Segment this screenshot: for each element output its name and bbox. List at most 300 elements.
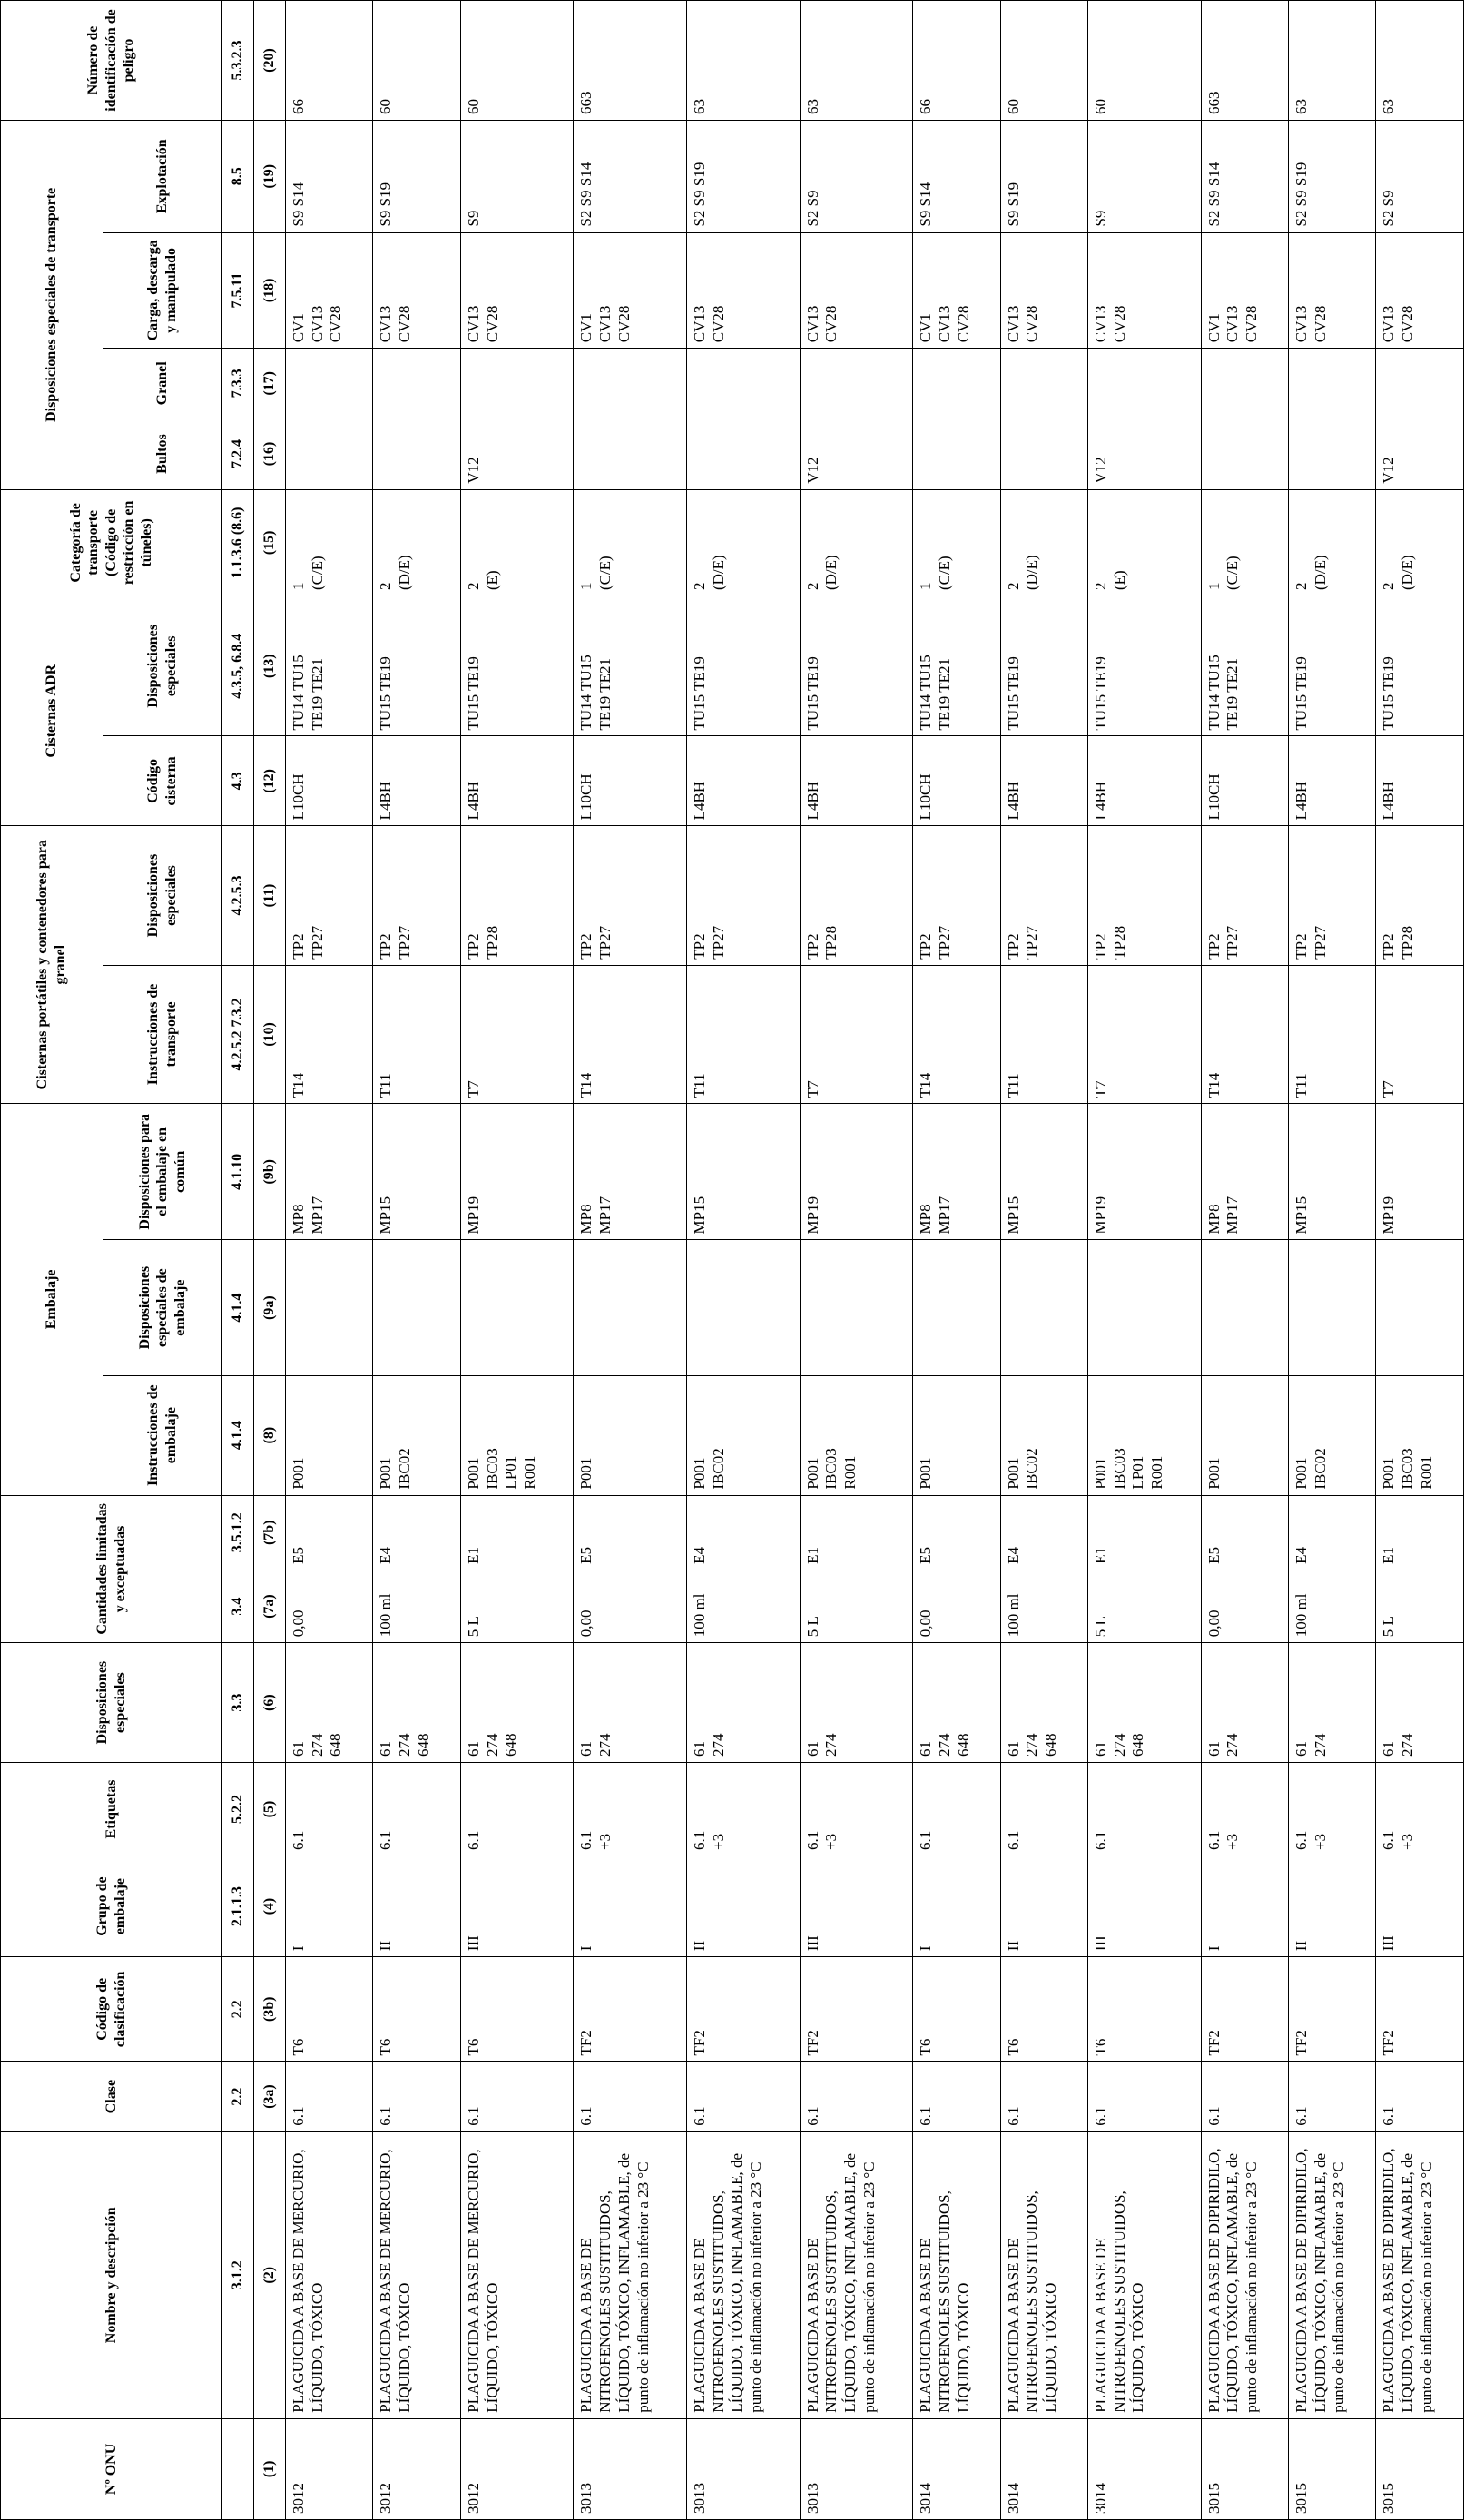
loading-cell-line: CV13 xyxy=(935,305,953,343)
labels-cell-line: 6.1 xyxy=(1092,1830,1109,1850)
loading-cell-line: CV1 xyxy=(577,313,595,343)
transport-category-cell-line: (D/E) xyxy=(1399,555,1417,591)
special-provisions-cell-line: 648 xyxy=(954,1733,972,1757)
special-provisions-cell-line: 648 xyxy=(502,1733,520,1757)
name-cell: PLAGUICIDA A BASE DE NITROFENOLES SUSTITUIDOS, LÍQUIDO, TÓXICO, INFLAMABLE, de punto de inflamación no inferior a 23 °C xyxy=(574,2131,687,2418)
packing-group-cell: II xyxy=(1000,1856,1087,1956)
portable-special-cell-line: TP2 xyxy=(464,933,482,960)
portable-special-cell-line: TP27 xyxy=(596,925,614,960)
mixed-packing-cell xyxy=(574,1104,687,1240)
loading-cell-line: CV28 xyxy=(709,305,727,343)
packing-group-cell: II xyxy=(687,1856,801,1956)
name-cell: PLAGUICIDA A BASE DE NITROFENOLES SUSTITUIDOS, LÍQUIDO, TÓXICO, INFLAMABLE, de punto de inflamación no inferior a 23 °C xyxy=(800,2131,913,2418)
limited-quantity-cell: 100 ml xyxy=(1289,1570,1376,1642)
packing-group-cell: III xyxy=(460,1856,574,1956)
special-provisions-cell-line: 61 xyxy=(917,1741,935,1757)
tank-instructions-cell xyxy=(1289,965,1376,1103)
labels-cell-line: 6.1 xyxy=(377,1830,395,1850)
tank-instructions-cell-line: T14 xyxy=(290,1072,307,1098)
special-packing-cell xyxy=(1289,1240,1376,1375)
transport-category-cell-line: 1 xyxy=(290,582,307,591)
mixed-packing-cell-line: MP15 xyxy=(1292,1196,1310,1235)
portable-special-cell-line: TP27 xyxy=(308,925,326,960)
packing-instructions-cell-line: P001 xyxy=(1292,1457,1310,1490)
loading-cell-line: CV13 xyxy=(1380,305,1398,343)
operation-cell: S2 S9 xyxy=(1376,120,1464,232)
tank-instructions-cell xyxy=(574,965,687,1103)
special-provisions-cell xyxy=(1201,1643,1288,1763)
packing-instructions-cell xyxy=(460,1375,574,1495)
tank-special-cell-line: TU15 TE19 xyxy=(1380,656,1398,731)
limited-quantity-cell: 5 L xyxy=(1376,1570,1464,1642)
transport-category-cell-line: (C/E) xyxy=(308,556,326,591)
labels-cell xyxy=(1289,1763,1376,1856)
column-number: (18) xyxy=(254,232,286,349)
tank-instructions-cell xyxy=(1376,965,1464,1103)
class-cell: 6.1 xyxy=(373,2062,460,2131)
section-code: 3.3 xyxy=(222,1643,254,1763)
portable-special-cell xyxy=(913,826,1000,965)
special-provisions-cell xyxy=(913,1643,1000,1763)
transport-category-cell xyxy=(1376,489,1464,596)
tank-code-cell: L4BH xyxy=(1376,736,1464,826)
section-code: 4.3.5, 6.8.4 xyxy=(222,596,254,736)
portable-special-cell-line: TP2 xyxy=(577,933,595,960)
tank-special-cell-line: TE19 TE21 xyxy=(1223,658,1242,731)
mixed-packing-cell-line: MP8 xyxy=(577,1204,595,1235)
packing-instructions-cell-line: R001 xyxy=(1417,1455,1435,1490)
table-row xyxy=(1376,1,1464,2520)
portable-special-cell-line: TP28 xyxy=(483,925,501,960)
packages-cell xyxy=(913,418,1000,489)
un-cell: 3013 xyxy=(687,2418,801,2519)
portable-special-cell-line: TP27 xyxy=(396,925,414,960)
tank-special-cell xyxy=(373,596,460,736)
class-cell: 6.1 xyxy=(687,2062,801,2131)
bulk-cell xyxy=(286,349,373,418)
labels-cell xyxy=(1201,1763,1288,1856)
column-number: (16) xyxy=(254,418,286,489)
header-tank-code: Código cisterna xyxy=(103,736,222,826)
portable-special-cell-line: TP28 xyxy=(1110,925,1128,960)
section-code xyxy=(222,2418,254,2519)
portable-special-cell xyxy=(1289,826,1376,965)
tank-special-cell xyxy=(286,596,373,736)
loading-cell xyxy=(800,232,913,349)
labels-cell xyxy=(373,1763,460,1856)
tank-instructions-cell xyxy=(687,965,801,1103)
classification-cell: TF2 xyxy=(1289,1957,1376,2062)
transport-category-cell xyxy=(1000,489,1087,596)
special-provisions-cell xyxy=(574,1643,687,1763)
classification-cell: T6 xyxy=(460,1957,574,2062)
special-packing-cell xyxy=(373,1240,460,1375)
packing-instructions-cell-line: IBC03 xyxy=(483,1448,501,1490)
special-provisions-cell xyxy=(800,1643,913,1763)
special-provisions-cell-line: 274 xyxy=(483,1733,501,1757)
portable-special-cell-line: TP27 xyxy=(935,925,953,960)
transport-category-cell-line: 2 xyxy=(803,582,821,591)
packing-instructions-cell-line: IBC02 xyxy=(396,1448,414,1490)
loading-cell-line: CV13 xyxy=(803,305,821,343)
packages-cell: V12 xyxy=(460,418,574,489)
portable-special-cell-line: TP2 xyxy=(290,933,307,960)
tank-special-cell-line: TE19 TE21 xyxy=(935,658,953,731)
special-provisions-cell-line: 61 xyxy=(377,1741,395,1757)
bulk-cell xyxy=(687,349,801,418)
tank-instructions-cell-line: T11 xyxy=(377,1073,395,1098)
hazard-id-cell: 60 xyxy=(373,1,460,121)
special-provisions-cell-line: 274 xyxy=(1223,1733,1242,1757)
operation-cell: S9 S19 xyxy=(373,120,460,232)
loading-cell-line: CV13 xyxy=(1292,305,1310,343)
tank-special-cell xyxy=(1289,596,1376,736)
section-code: 2.2 xyxy=(222,1957,254,2062)
labels-cell xyxy=(286,1763,373,1856)
tank-instructions-cell-line: T14 xyxy=(1204,1072,1223,1098)
portable-special-cell xyxy=(460,826,574,965)
transport-category-cell-line: 2 xyxy=(1292,582,1310,591)
tank-special-cell-line: TU14 TU15 xyxy=(1204,655,1223,731)
tank-instructions-cell-line: T7 xyxy=(1092,1080,1109,1098)
tank-special-cell-line: TE19 TE21 xyxy=(308,658,326,731)
mixed-packing-cell-line: MP17 xyxy=(308,1196,326,1235)
column-number: (9a) xyxy=(254,1240,286,1375)
packing-group-cell: II xyxy=(373,1856,460,1956)
transport-category-cell-line: (C/E) xyxy=(596,556,614,591)
packing-instructions-cell-line: P001 xyxy=(464,1457,482,1490)
special-provisions-cell-line: 274 xyxy=(1399,1733,1417,1757)
bulk-cell xyxy=(1201,349,1288,418)
packing-instructions-cell-line: IBC02 xyxy=(1311,1448,1329,1490)
special-packing-cell xyxy=(1376,1240,1464,1375)
tank-instructions-cell-line: T14 xyxy=(577,1072,595,1098)
special-provisions-cell xyxy=(1000,1643,1087,1763)
header-tank-special: Disposiciones especiales xyxy=(103,596,222,736)
portable-special-cell xyxy=(1376,826,1464,965)
mixed-packing-cell xyxy=(687,1104,801,1240)
packing-instructions-cell-line: IBC03 xyxy=(822,1448,840,1490)
packing-instructions-cell-line: P001 xyxy=(691,1457,708,1490)
tank-instructions-cell xyxy=(1000,965,1087,1103)
classification-cell: T6 xyxy=(1000,1957,1087,2062)
header-packing-instructions: Instrucciones de embalaje xyxy=(103,1375,222,1495)
section-code: 4.1.4 xyxy=(222,1240,254,1375)
hazard-id-cell: 66 xyxy=(913,1,1000,121)
class-cell: 6.1 xyxy=(1000,2062,1087,2131)
packing-instructions-cell xyxy=(1289,1375,1376,1495)
loading-cell-line: CV13 xyxy=(1223,305,1242,343)
portable-special-cell xyxy=(373,826,460,965)
tank-code-cell: L10CH xyxy=(1201,736,1288,826)
special-provisions-cell-line: 274 xyxy=(709,1733,727,1757)
hazard-id-cell: 63 xyxy=(1289,1,1376,121)
portable-special-cell xyxy=(1088,826,1202,965)
tank-instructions-cell xyxy=(373,965,460,1103)
transport-category-cell-line: (D/E) xyxy=(396,555,414,591)
hazard-id-cell: 63 xyxy=(1376,1,1464,121)
transport-category-cell xyxy=(373,489,460,596)
packages-cell xyxy=(1289,418,1376,489)
column-number: (6) xyxy=(254,1643,286,1763)
portable-special-cell-line: TP2 xyxy=(917,933,935,960)
loading-cell xyxy=(286,232,373,349)
name-cell: PLAGUICIDA A BASE DE DIPIRIDILO, LÍQUIDO, TÓXICO, INFLAMABLE, de punto de inflamación no inferior a 23 °C xyxy=(1289,2131,1376,2418)
labels-cell-line: 6.1 xyxy=(1004,1830,1022,1850)
class-cell: 6.1 xyxy=(460,2062,574,2131)
excepted-quantity-cell: E1 xyxy=(800,1495,913,1570)
excepted-quantity-cell: E4 xyxy=(687,1495,801,1570)
mixed-packing-cell xyxy=(1289,1104,1376,1240)
tank-instructions-cell xyxy=(460,965,574,1103)
loading-cell-line: CV28 xyxy=(614,305,633,343)
classification-cell: TF2 xyxy=(800,1957,913,2062)
section-code: 4.1.10 xyxy=(222,1104,254,1240)
special-provisions-cell xyxy=(286,1643,373,1763)
packing-instructions-cell xyxy=(286,1375,373,1495)
header-packaging-group: Embalaje xyxy=(1,1104,103,1495)
packing-group-cell: III xyxy=(800,1856,913,1956)
excepted-quantity-cell: E5 xyxy=(286,1495,373,1570)
loading-cell-line: CV28 xyxy=(1023,305,1041,343)
column-number: (15) xyxy=(254,489,286,596)
loading-cell-line: CV13 xyxy=(308,305,326,343)
tank-instructions-cell-line: T11 xyxy=(691,1073,708,1098)
mixed-packing-cell-line: MP15 xyxy=(377,1196,395,1235)
transport-category-cell-line: (E) xyxy=(1110,570,1128,591)
header-transport-category: Categoría de transporte (Código de restricción en túneles) xyxy=(1,489,222,596)
excepted-quantity-cell: E1 xyxy=(460,1495,574,1570)
tank-special-cell xyxy=(913,596,1000,736)
section-code: 7.5.11 xyxy=(222,232,254,349)
loading-cell-line: CV13 xyxy=(1092,305,1109,343)
packing-instructions-cell-line: IBC03 xyxy=(1399,1448,1417,1490)
special-provisions-cell-line: 648 xyxy=(1129,1733,1147,1757)
packing-group-cell: I xyxy=(574,1856,687,1956)
loading-cell-line: CV28 xyxy=(1399,305,1417,343)
tank-special-cell-line: TU14 TU15 xyxy=(917,655,935,731)
packing-instructions-cell-line: LP01 xyxy=(1129,1455,1147,1490)
name-cell: PLAGUICIDA A BASE DE MERCURIO, LÍQUIDO, TÓXICO xyxy=(286,2131,373,2418)
loading-cell-line: CV13 xyxy=(377,305,395,343)
loading-cell-line: CV28 xyxy=(327,305,345,343)
operation-cell: S9 xyxy=(460,120,574,232)
packing-group-cell: III xyxy=(1088,1856,1202,1956)
transport-category-cell xyxy=(687,489,801,596)
special-packing-cell xyxy=(286,1240,373,1375)
special-provisions-cell-line: 274 xyxy=(396,1733,414,1757)
class-cell: 6.1 xyxy=(800,2062,913,2131)
transport-category-cell-line: (C/E) xyxy=(1223,556,1242,591)
packages-cell: V12 xyxy=(1376,418,1464,489)
special-provisions-cell-line: 61 xyxy=(290,1741,307,1757)
hazard-id-cell: 66 xyxy=(286,1,373,121)
mixed-packing-cell-line: MP19 xyxy=(1092,1196,1109,1235)
loading-cell xyxy=(1088,232,1202,349)
column-number: (10) xyxy=(254,965,286,1103)
packing-instructions-cell-line: P001 xyxy=(377,1457,395,1490)
loading-cell xyxy=(460,232,574,349)
special-provisions-cell-line: 61 xyxy=(1292,1741,1310,1757)
special-provisions-cell-line: 61 xyxy=(464,1741,482,1757)
tank-special-cell xyxy=(1088,596,1202,736)
tank-instructions-cell xyxy=(1088,965,1202,1103)
un-cell: 3015 xyxy=(1289,2418,1376,2519)
packing-instructions-cell-line: P001 xyxy=(1380,1457,1398,1490)
name-cell: PLAGUICIDA A BASE DE NITROFENOLES SUSTITUIDOS, LÍQUIDO, TÓXICO xyxy=(1088,2131,1202,2418)
header-hazard-id: Número de identificación de peligro xyxy=(1,1,222,121)
transport-category-cell xyxy=(574,489,687,596)
section-code: 2.1.1.3 xyxy=(222,1856,254,1956)
loading-cell-line: CV1 xyxy=(917,313,935,343)
mixed-packing-cell xyxy=(373,1104,460,1240)
loading-cell-line: CV13 xyxy=(596,305,614,343)
section-code: 3.1.2 xyxy=(222,2131,254,2418)
portable-special-cell xyxy=(1000,826,1087,965)
column-number: (20) xyxy=(254,1,286,121)
mixed-packing-cell xyxy=(1088,1104,1202,1240)
operation-cell: S2 S9 S14 xyxy=(574,120,687,232)
tank-code-cell: L10CH xyxy=(913,736,1000,826)
header-special-provisions: Disposiciones especiales xyxy=(1,1643,222,1763)
loading-cell-line: CV28 xyxy=(396,305,414,343)
name-cell: PLAGUICIDA A BASE DE NITROFENOLES SUSTITUIDOS, LÍQUIDO, TÓXICO, INFLAMABLE, de punto de inflamación no inferior a 23 °C xyxy=(687,2131,801,2418)
table-row xyxy=(1201,1,1288,2520)
column-number: (3b) xyxy=(254,1957,286,2062)
tank-code-cell: L10CH xyxy=(286,736,373,826)
tank-special-cell-line: TU15 TE19 xyxy=(1292,656,1310,731)
bulk-cell xyxy=(1000,349,1087,418)
transport-category-cell-line: 2 xyxy=(1092,582,1109,591)
classification-cell: T6 xyxy=(286,1957,373,2062)
packing-instructions-cell-line: IBC03 xyxy=(1110,1448,1128,1490)
loading-cell xyxy=(574,232,687,349)
header-limited-quantities: Cantidades limitadas y exceptuadas xyxy=(1,1495,222,1643)
mixed-packing-cell-line: MP17 xyxy=(596,1196,614,1235)
limited-quantity-cell: 100 ml xyxy=(687,1570,801,1642)
classification-cell: T6 xyxy=(1088,1957,1202,2062)
section-code: 7.3.3 xyxy=(222,349,254,418)
loading-cell-line: CV13 xyxy=(691,305,708,343)
tank-instructions-cell-line: T11 xyxy=(1292,1073,1310,1098)
special-packing-cell xyxy=(1088,1240,1202,1375)
column-number: (5) xyxy=(254,1763,286,1856)
column-number: (2) xyxy=(254,2131,286,2418)
special-provisions-cell-line: 274 xyxy=(596,1733,614,1757)
labels-cell xyxy=(913,1763,1000,1856)
labels-cell xyxy=(1376,1763,1464,1856)
tank-special-cell xyxy=(460,596,574,736)
transport-category-cell xyxy=(1201,489,1288,596)
column-number: (9b) xyxy=(254,1104,286,1240)
tank-special-cell xyxy=(800,596,913,736)
column-number: (7b) xyxy=(254,1495,286,1570)
column-number: (11) xyxy=(254,826,286,965)
name-cell: PLAGUICIDA A BASE DE NITROFENOLES SUSTITUIDOS, LÍQUIDO, TÓXICO xyxy=(913,2131,1000,2418)
name-cell: PLAGUICIDA A BASE DE NITROFENOLES SUSTITUIDOS, LÍQUIDO, TÓXICO xyxy=(1000,2131,1087,2418)
tank-code-cell: L4BH xyxy=(460,736,574,826)
transport-category-cell-line: 1 xyxy=(917,582,935,591)
transport-category-cell-line: (C/E) xyxy=(935,556,953,591)
special-packing-cell xyxy=(913,1240,1000,1375)
un-cell: 3015 xyxy=(1201,2418,1288,2519)
excepted-quantity-cell: E4 xyxy=(1000,1495,1087,1570)
table-row xyxy=(800,1,913,2520)
class-cell: 6.1 xyxy=(286,2062,373,2131)
transport-category-cell-line: 2 xyxy=(1004,582,1022,591)
tank-instructions-cell-line: T7 xyxy=(464,1080,482,1098)
packing-group-cell: II xyxy=(1289,1856,1376,1956)
labels-cell-line: 6.1 xyxy=(1204,1830,1223,1850)
loading-cell-line: CV1 xyxy=(1204,313,1223,343)
loading-cell xyxy=(687,232,801,349)
section-code: 4.1.4 xyxy=(222,1375,254,1495)
classification-cell: TF2 xyxy=(574,1957,687,2062)
excepted-quantity-cell: E4 xyxy=(373,1495,460,1570)
excepted-quantity-cell: E1 xyxy=(1376,1495,1464,1570)
excepted-quantity-cell: E1 xyxy=(1088,1495,1202,1570)
section-code: 5.3.2.3 xyxy=(222,1,254,121)
header-adr-tanks-group: Cisternas ADR xyxy=(1,596,103,826)
packing-group-cell: I xyxy=(286,1856,373,1956)
tank-special-cell xyxy=(1201,596,1288,736)
header-class: Clase xyxy=(1,2062,222,2131)
packing-instructions-cell xyxy=(1088,1375,1202,1495)
excepted-quantity-cell: E5 xyxy=(1201,1495,1288,1570)
tank-code-cell: L4BH xyxy=(1088,736,1202,826)
special-provisions-cell-line: 648 xyxy=(1042,1733,1060,1757)
section-code: 5.2.2 xyxy=(222,1763,254,1856)
mixed-packing-cell-line: MP8 xyxy=(290,1204,307,1235)
tank-code-cell: L4BH xyxy=(1289,736,1376,826)
special-provisions-cell-line: 61 xyxy=(1092,1741,1109,1757)
labels-cell-line: 6.1 xyxy=(464,1830,482,1850)
labels-cell-line: +3 xyxy=(596,1833,614,1850)
packing-instructions-cell xyxy=(800,1375,913,1495)
bulk-cell xyxy=(574,349,687,418)
transport-category-cell-line: 2 xyxy=(1380,582,1398,591)
portable-special-cell-line: TP2 xyxy=(1092,933,1109,960)
special-provisions-cell-line: 274 xyxy=(308,1733,326,1757)
header-operation: Explotación xyxy=(103,120,222,232)
column-number: (13) xyxy=(254,596,286,736)
portable-special-cell-line: TP28 xyxy=(822,925,840,960)
packages-cell xyxy=(1000,418,1087,489)
header-packing-group: Grupo de embalaje xyxy=(1,1856,222,1956)
transport-category-cell xyxy=(800,489,913,596)
classification-cell: TF2 xyxy=(687,1957,801,2062)
mixed-packing-cell-line: MP17 xyxy=(1223,1196,1242,1235)
excepted-quantity-cell: E5 xyxy=(913,1495,1000,1570)
column-number: (7a) xyxy=(254,1570,286,1642)
bulk-cell xyxy=(373,349,460,418)
limited-quantity-cell: 0,00 xyxy=(574,1570,687,1642)
transport-category-cell-line: (D/E) xyxy=(822,555,840,591)
mixed-packing-cell-line: MP15 xyxy=(691,1196,708,1235)
header-un-number: Nº ONU xyxy=(1,2418,222,2519)
class-cell: 6.1 xyxy=(913,2062,1000,2131)
portable-special-cell-line: TP2 xyxy=(803,933,821,960)
section-code: 3.5.1.2 xyxy=(222,1495,254,1570)
table-body xyxy=(286,1,1464,2520)
loading-cell xyxy=(1376,232,1464,349)
un-cell: 3015 xyxy=(1376,2418,1464,2519)
special-packing-cell xyxy=(574,1240,687,1375)
loading-cell xyxy=(1289,232,1376,349)
portable-special-cell xyxy=(574,826,687,965)
table-row xyxy=(1088,1,1202,2520)
packing-group-cell: III xyxy=(1376,1856,1464,1956)
